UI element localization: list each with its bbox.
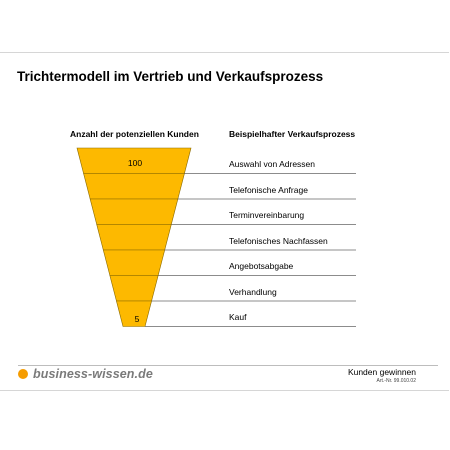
funnel-segment	[90, 199, 178, 225]
diagram-title: Trichtermodell im Vertrieb und Verkaufsprozess	[17, 69, 324, 84]
funnel-segment	[84, 174, 185, 200]
footer-article-number: Art.-Nr. 99.010.02	[376, 378, 416, 384]
right-column-header: Beispielhafter Verkaufsprozess	[229, 129, 356, 139]
slide	[0, 52, 450, 390]
funnel-segment	[97, 225, 172, 251]
footer-info	[348, 367, 416, 384]
brand-name: business-wissen.de	[33, 367, 153, 381]
funnel-step-label: Terminvereinbarung	[229, 210, 305, 220]
funnel-step-label: Telefonische Anfrage	[229, 184, 308, 195]
funnel-step-label: Angebotsabgabe	[229, 261, 294, 271]
footer-topic: Kunden gewinnen	[347, 367, 416, 377]
funnel-step-label: Telefonisches Nachfassen	[229, 235, 328, 246]
funnel-bottom-value: 5	[134, 314, 140, 324]
sales-funnel	[0, 52, 450, 390]
funnel-step-label: Verhandlung	[229, 286, 277, 297]
funnel-segment	[103, 250, 164, 276]
brand-dot-icon	[18, 369, 28, 379]
brand-logo	[18, 367, 153, 381]
footer-divider	[18, 365, 438, 366]
funnel-step-label: Kauf	[229, 312, 247, 322]
funnel-step-label: Auswahl von Adressen	[229, 159, 315, 169]
funnel-top-value: 100	[127, 158, 143, 168]
funnel-segment	[110, 276, 158, 302]
left-column-header: Anzahl der potenziellen Kunden	[70, 129, 199, 139]
